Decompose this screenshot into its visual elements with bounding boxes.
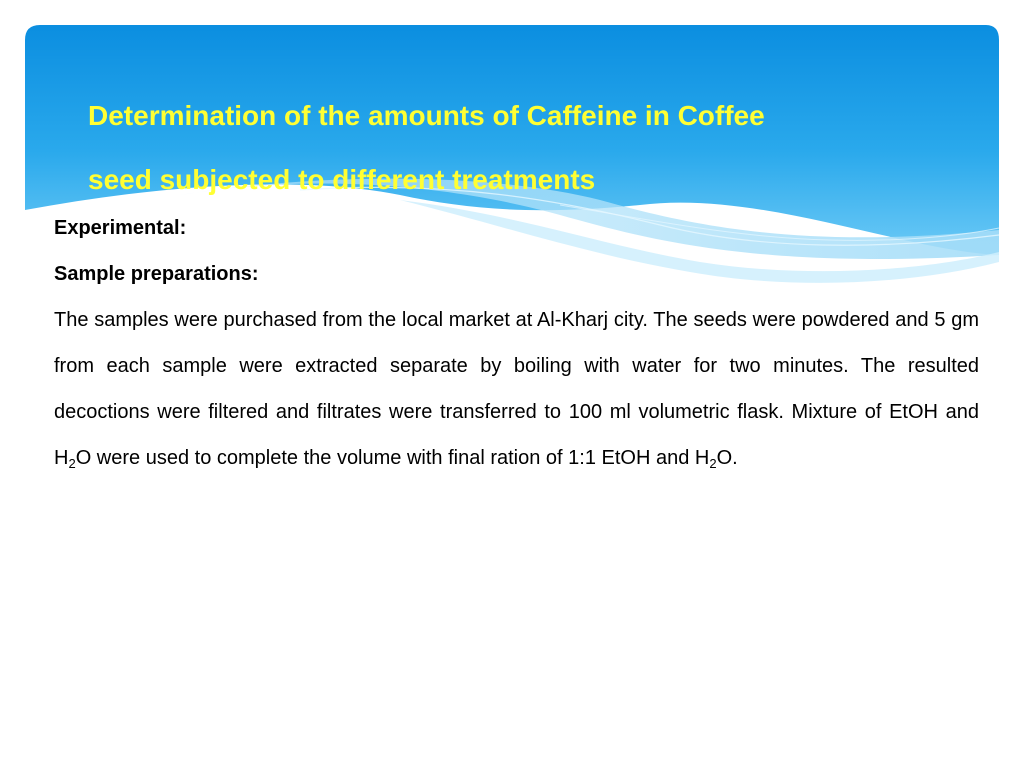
slide-body	[54, 205, 979, 481]
subscript: 2	[709, 456, 717, 471]
subscript: 2	[68, 456, 76, 471]
procedure-paragraph	[54, 297, 979, 481]
section-heading-experimental: Experimental:	[54, 217, 187, 239]
paragraph-text: O.	[716, 447, 738, 469]
slide-title-line-1: Determination of the amounts of Caffeine in Coffee	[88, 100, 765, 131]
paragraph-text: O were used to complete the volume with final ration of 1:1 EtOH and H	[75, 447, 710, 469]
slide-title	[88, 84, 968, 212]
section-heading-sample-preparations: Sample preparations:	[54, 263, 259, 285]
slide-title-line-2: seed subjected to different treatments	[88, 164, 596, 195]
paragraph-text: The samples were purchased from the local market at Al-Kharj city. The seeds were powdered and 5 gm from each sample were extracted separate by boiling with water for two minutes. The resulted decoctions were filtered and filtrates were transferred to 100 ml volumetric flask. Mixture of EtOH and H	[54, 309, 979, 469]
